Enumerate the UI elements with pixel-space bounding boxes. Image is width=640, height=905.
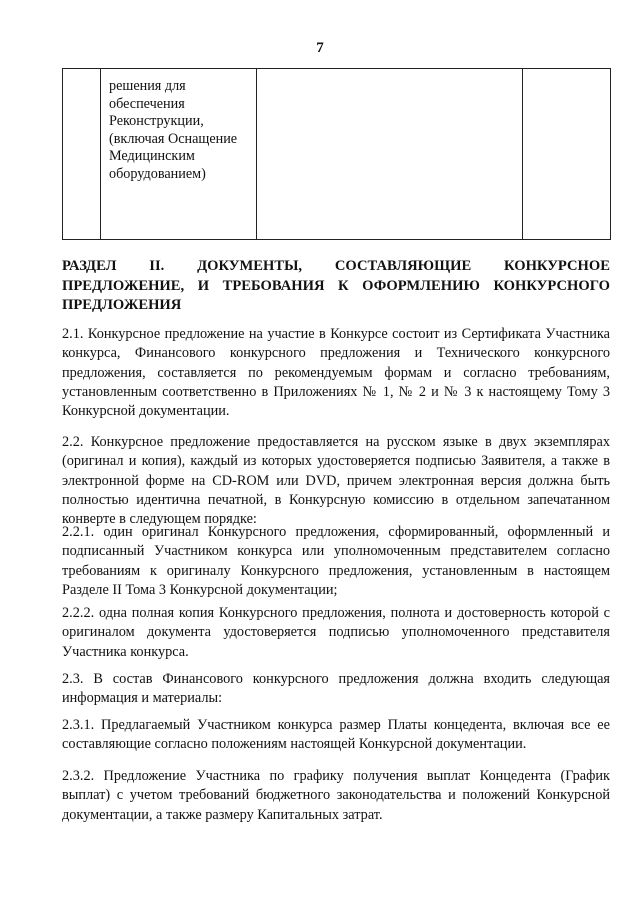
page-number: 7 [316, 40, 324, 56]
paragraph-2-3: 2.3. В состав Финансового конкурсного предложения должна входить следующая информация и материалы: [62, 671, 610, 707]
table-cell-text: решения для обеспечения Реконструкции, (включая Оснащение Медицинским оборудованием) [109, 78, 238, 182]
paragraph-2-2: 2.2. Конкурсное предложение предоставляется на русском языке в двух экземплярах (оригинал и копия), каждый из которых удостоверяется подписью Заявителя, а также в электронной форме на CD-ROM или DVD, причем электронная версия должна быть полностью идентична печатной, в Конкурсную комиссию в отдельном запечатанном конверте в следующем порядке: [62, 434, 610, 528]
table-cell-empty [523, 69, 611, 240]
paragraph-2-2-2: 2.2.2. одна полная копия Конкурсного предложения, полнота и достоверность которой с оригиналом документа удостоверяется подписью уполномоченного представителя Участника конкурса. [62, 605, 610, 660]
section-heading: РАЗДЕЛ II. ДОКУМЕНТЫ, СОСТАВЛЯЮЩИЕ КОНКУРСНОЕ ПРЕДЛОЖЕНИЕ, И ТРЕБОВАНИЯ К ОФОРМЛЕНИЮ КОНКУРСНОГО ПРЕДЛОЖЕНИЯ [62, 258, 610, 313]
table-row [63, 69, 611, 240]
table-cell-number [63, 69, 101, 240]
paragraph-2-3-2: 2.3.2. Предложение Участника по графику получения выплат Концедента (График выплат) с учетом требований бюджетного законодательства и положений Конкурсной документации, а также размеру Капитальных затрат. [62, 768, 610, 823]
paragraph-2-2-1: 2.2.1. один оригинал Конкурсного предложения, сформированный, оформленный и подписанный Участником конкурса или уполномоченным представителем согласно требованиям к оригиналу Конкурсного предложения, установленным в настоящем Разделе II Тома 3 Конкурсной документации; [62, 524, 610, 598]
paragraph-2-3-1: 2.3.1. Предлагаемый Участником конкурса размер Платы концедента, включая все ее составляющие согласно положениям настоящей Конкурсной документации. [62, 717, 610, 753]
paragraph-2-1: 2.1. Конкурсное предложение на участие в Конкурсе состоит из Сертификата Участника конкурса, Финансового конкурсного предложения и Технического конкурсного предложения, составляется по рекомендуемым формам и согласно требованиям, установленным соответственно в Приложениях № 1, № 2 и № 3 к настоящему Тому 3 Конкурсной документации. [62, 326, 610, 420]
table-cell-empty [257, 69, 523, 240]
table-cell-description [101, 69, 257, 240]
continuation-table [62, 68, 611, 240]
